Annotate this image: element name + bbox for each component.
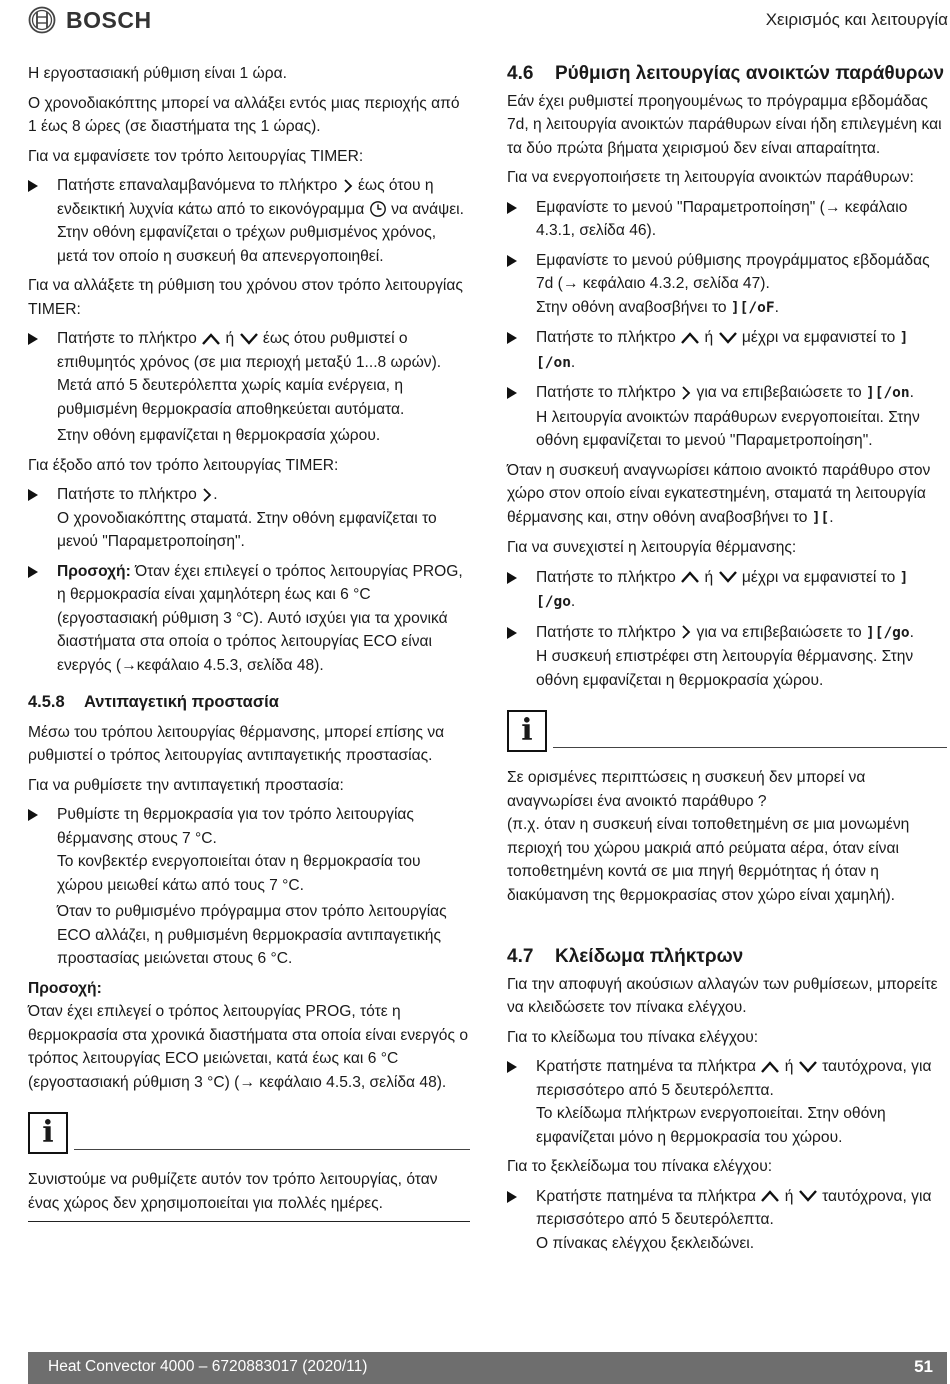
display-code: ][ <box>811 509 830 526</box>
page-header <box>0 0 950 44</box>
page-footer <box>28 1352 947 1384</box>
bullet-arrow-icon <box>28 566 38 578</box>
bullet-item-caution <box>28 560 470 678</box>
or-text: ή <box>704 329 714 346</box>
heading-number: 4.6 <box>507 63 534 84</box>
bullet-item <box>507 326 947 375</box>
bullet-text: Όταν έχει επιλεγεί ο τρόπος λειτουργίας PROG, η θερμοκρασία είναι χαμηλότερη έως και 6 °C (εργοστασιακή ρύθμιση 3 °C). Αυτό ισχύει για τα χρονικά διαστήματα στα οποία ο τρόπος λειτουργίας ECO είναι ενεργός ( <box>57 562 463 674</box>
bullet-result: Η λειτουργία ανοικτών παράθυρων ενεργοποιείται. Στην οθόνη εμφανίζεται το μενού "Παραμετροποίηση". <box>536 408 920 449</box>
bullet-text: ταυτόχρονα, για περισσότερο από 5 δευτερόλεπτα. <box>536 1058 932 1099</box>
paragraph: Για να εμφανίσετε τον τρόπο λειτουργίας TIMER: <box>28 147 364 165</box>
section-heading <box>507 62 947 86</box>
display-code: ][/on <box>536 330 909 371</box>
bullet-result: Στην οθόνη εμφανίζεται ο τρέχων ρυθμισμένος χρόνος, μετά τον οποίο η συσκευή θα απενεργοποιηθεί. <box>57 224 437 265</box>
bullet-arrow-icon <box>507 627 517 639</box>
bullet-arrow-icon <box>507 202 517 214</box>
chevron-down-icon <box>798 1189 818 1203</box>
heading-title: Κλείδωμα πλήκτρων <box>555 946 744 967</box>
bullet-item <box>507 196 947 243</box>
subsection-heading <box>28 691 470 715</box>
paragraph: Για να ρυθμίσετε την αντιπαγετική προστασία: <box>28 776 344 794</box>
reference-arrow: → <box>121 656 137 674</box>
bullet-text: Πατήστε το πλήκτρο <box>536 568 676 586</box>
right-column <box>507 62 947 1261</box>
bullet-text: Πατήστε το πλήκτρο <box>536 384 676 401</box>
or-text: ή <box>784 1187 794 1205</box>
bullet-text: για να επιβεβαιώσετε το <box>696 623 866 641</box>
punctuation: . <box>909 623 914 641</box>
bullet-item <box>507 1055 947 1149</box>
bullet-text: Ρυθμίστε τη θερμοκρασία για τον τρόπο λειτουργίας θέρμανσης στους 7 °C. <box>57 806 414 847</box>
chevron-up-icon <box>760 1189 780 1203</box>
bullet-text: να ανάψει. <box>391 200 464 218</box>
bullet-text: έως ότου ρυθμιστεί ο επιθυμητός χρόνος (σε μια περιοχή μεταξύ 1...8 ωρών). <box>57 330 442 371</box>
clock-icon <box>369 200 387 218</box>
heading-title: Ρύθμιση λειτουργίας ανοικτών παράθυρων <box>555 63 945 84</box>
info-box <box>507 710 947 758</box>
bullet-arrow-icon <box>507 255 517 267</box>
bullet-result: Όταν το ρυθμισμένο πρόγραμμα στον τρόπο λειτουργίας ECO αλλάζει, η ρυθμισμένη θερμοκρασία αντιπαγετικής προστασίας μειώνεται στους 6 °C. <box>57 903 447 967</box>
display-code: ][/oF <box>730 299 775 316</box>
bullet-item <box>507 566 947 615</box>
caution-label: Προσοχή: <box>28 979 102 997</box>
divider <box>553 747 947 748</box>
bullet-arrow-icon <box>507 1191 517 1203</box>
bullet-item <box>28 174 470 268</box>
section-title: Χειρισμός και λειτουργία <box>765 10 948 29</box>
bullet-item <box>507 621 947 693</box>
left-column <box>28 62 470 1228</box>
display-code: ][/go <box>865 624 910 641</box>
divider <box>74 1149 470 1150</box>
caution-paragraph: Όταν έχει επιλεγεί ο τρόπος λειτουργίας PROG, τότε η θερμοκρασία στα χρονικά διαστήματα στα οποία είναι ενεργός ο τρόπος λειτουργίας ECO μειώνεται, κατά έως και 6 °C (εργοστασιακή ρύθμιση 3 °C) (→ κεφάλαιο 4.5.3, σελίδα 48). <box>28 1003 468 1091</box>
chevron-up-icon <box>680 331 700 345</box>
display-code: ][/on <box>865 385 910 401</box>
bullet-item <box>28 803 470 971</box>
bullet-item <box>507 381 947 453</box>
chevron-down-icon <box>239 332 259 346</box>
bullet-text: Εμφανίστε το μενού ρύθμισης προγράμματος εβδομάδας 7d (→ κεφάλαιο 4.3.2, σελίδα 47). <box>536 251 930 292</box>
bullet-item <box>28 483 470 554</box>
bullet-arrow-icon <box>28 333 38 345</box>
info-note: Συνιστούμε να ρυθμίζετε αυτόν τον τρόπο λειτουργίας, όταν ένας χώρος δεν χρησιμοποιείται για πολλές ημέρες. <box>28 1168 470 1222</box>
brand-name: BOSCH <box>66 6 152 33</box>
bosch-logo <box>28 6 152 34</box>
paragraph: Μέσω του τρόπου λειτουργίας θέρμανσης, μπορεί επίσης να ρυθμιστεί ο τρόπος λειτουργίας αντιπαγετικής προστασίας. <box>28 723 445 764</box>
heading-number: 4.7 <box>507 946 534 967</box>
paragraph: Για το κλείδωμα του πίνακα ελέγχου: <box>507 1028 759 1046</box>
bullet-text: μέχρι να εμφανιστεί το <box>741 568 900 586</box>
caution-heading <box>28 977 470 1001</box>
bullet-text: Πατήστε επαναλαμβανόμενα το πλήκτρο <box>57 177 338 194</box>
paragraph: Για να αλλάξετε τη ρύθμιση του χρόνου στον τρόπο λειτουργίας TIMER: <box>28 277 463 318</box>
or-text: ή <box>704 568 714 586</box>
or-text: ή <box>784 1058 794 1075</box>
bullet-result: Στην οθόνη εμφανίζεται η θερμοκρασία χώρου. <box>57 427 381 444</box>
section-heading <box>507 945 947 969</box>
bullet-text: Πατήστε το πλήκτρο <box>57 330 197 347</box>
bosch-armature-icon <box>28 6 56 34</box>
chevron-down-icon <box>718 570 738 584</box>
chevron-up-icon <box>680 570 700 584</box>
paragraph: Για το ξεκλείδωμα του πίνακα ελέγχου: <box>507 1158 773 1175</box>
info-note: Σε ορισμένες περιπτώσεις η συσκευή δεν μπορεί να αναγνωρίσει ένα ανοικτό παράθυρο ? <box>507 769 866 810</box>
punctuation: . <box>213 486 218 503</box>
paragraph-text: Όταν η συσκευή αναγνωρίσει κάποιο ανοικτό παράθυρο στον χώρο στον οποίο είναι εγκατεστημένη, σταματά τη λειτουργία θέρμανσης και, στην οθόνη αναβοσβήνει το <box>507 461 931 526</box>
bullet-item <box>507 1185 947 1256</box>
punctuation: . <box>570 593 576 610</box>
page-number: 51 <box>914 1357 933 1376</box>
chevron-up-icon <box>760 1060 780 1074</box>
info-icon: i <box>28 1112 68 1154</box>
paragraph: Η εργοστασιακή ρύθμιση είναι 1 ώρα. <box>28 65 287 82</box>
bullet-text: κεφάλαιο 4.5.3, σελίδα 48). <box>136 656 324 674</box>
chevron-right-icon <box>342 178 354 194</box>
bullet-text: Κρατήστε πατημένα τα πλήκτρα <box>536 1187 757 1205</box>
bullet-result: Μετά από 5 δευτερόλεπτα χωρίς καμία ενέργεια, η ρυθμισμένη θερμοκρασία αποθηκεύεται αυτόματα. <box>57 377 405 418</box>
paragraph: Για να ενεργοποιήσετε τη λειτουργία ανοικτών παράθυρων: <box>507 169 914 186</box>
paragraph: Για έξοδο από τον τρόπο λειτουργίας TIMER: <box>28 456 339 474</box>
punctuation: . <box>570 353 576 371</box>
info-icon: i <box>507 710 547 752</box>
punctuation: . <box>774 298 779 316</box>
bullet-arrow-icon <box>507 332 517 344</box>
paragraph: Για την αποφυγή ακούσιων αλλαγών των ρυθμίσεων, μπορείτε να κλειδώσετε τον πίνακα ελέγχου. <box>507 975 938 1016</box>
bullet-text: έως ότου η ενδεικτική λυχνία κάτω από το εικονόγραμμα <box>57 177 434 218</box>
bullet-arrow-icon <box>28 809 38 821</box>
bullet-result: Ο χρονοδιακόπτης σταματά. Στην οθόνη εμφανίζεται το μενού "Παραμετροποίηση". <box>57 509 437 550</box>
bullet-text: Πατήστε το πλήκτρο <box>57 486 197 503</box>
chevron-up-icon <box>201 332 221 346</box>
bullet-text: Πατήστε το πλήκτρο <box>536 623 676 641</box>
bullet-text: ταυτόχρονα, για περισσότερο από 5 δευτερόλεπτα. <box>536 1187 932 1228</box>
chevron-right-icon <box>201 487 213 503</box>
bullet-arrow-icon <box>507 387 517 399</box>
bullet-arrow-icon <box>28 489 38 501</box>
bullet-result: Η συσκευή επιστρέφει στη λειτουργία θέρμανσης. Στην οθόνη εμφανίζεται η θερμοκρασία χώρου. <box>536 648 914 689</box>
bullet-text: για να επιβεβαιώσετε το <box>696 384 866 401</box>
heading-number: 4.5.8 <box>28 693 65 711</box>
punctuation: . <box>829 508 834 526</box>
caution-label: Προσοχή: <box>57 562 131 580</box>
paragraph: Εάν έχει ρυθμιστεί προηγουμένως το πρόγραμμα εβδομάδας 7d, η λειτουργία ανοικτών παράθυρων είναι ήδη επιλεγμένη και τα δύο πρώτα βήματα χειρισμού δεν είναι απαραίτητα. <box>507 92 942 157</box>
heading-title: Αντιπαγετική προστασία <box>84 693 279 711</box>
bullet-arrow-icon <box>28 180 38 192</box>
paragraph <box>507 459 947 531</box>
chevron-right-icon <box>680 624 692 640</box>
bullet-result: Ο πίνακας ελέγχου ξεκλειδώνει. <box>536 1234 755 1252</box>
bullet-arrow-icon <box>507 1061 517 1073</box>
info-note: (π.χ. όταν η συσκευή είναι τοποθετημένη σε μια μονωμένη περιοχή του χώρου μακριά από ρεύματα αέρα, όταν είναι τοποθετημένη κοντά σε μια πηγή θερμότητας ή όταν η διακύμανση της θερμοκρασίας στον χώρο είναι χαμηλή). <box>507 816 910 904</box>
document-id: Heat Convector 4000 – 6720883017 (2020/11) <box>48 1358 368 1375</box>
bullet-result: Το κονβεκτέρ ενεργοποιείται όταν η θερμοκρασία του χώρου μειωθεί κάτω από τους 7 °C. <box>57 853 421 894</box>
display-code: ][/go <box>536 569 909 610</box>
bullet-arrow-icon <box>507 572 517 584</box>
chevron-down-icon <box>718 331 738 345</box>
bullet-result: Στην οθόνη αναβοσβήνει το <box>536 298 731 316</box>
chevron-right-icon <box>680 385 692 401</box>
bullet-item <box>28 327 470 448</box>
or-text: ή <box>225 330 235 347</box>
bullet-item <box>507 249 947 321</box>
bullet-result: Το κλείδωμα πλήκτρων ενεργοποιείται. Στην οθόνη εμφανίζεται μόνο η θερμοκρασία του χώρου. <box>536 1105 886 1146</box>
info-box <box>28 1112 470 1160</box>
paragraph: Ο χρονοδιακόπτης μπορεί να αλλάξει εντός μιας περιοχής από 1 έως 8 ώρες (σε διαστήματα της 1 ώρας). <box>28 94 460 135</box>
chevron-down-icon <box>798 1060 818 1074</box>
punctuation: . <box>909 384 914 401</box>
paragraph: Για να συνεχιστεί η λειτουργία θέρμανσης: <box>507 539 797 556</box>
bullet-text: μέχρι να εμφανιστεί το <box>741 329 900 346</box>
bullet-text: Πατήστε το πλήκτρο <box>536 329 676 346</box>
bullet-text: Εμφανίστε το μενού "Παραμετροποίηση" (→ κεφάλαιο 4.3.1, σελίδα 46). <box>536 198 908 239</box>
bullet-text: Κρατήστε πατημένα τα πλήκτρα <box>536 1058 757 1075</box>
